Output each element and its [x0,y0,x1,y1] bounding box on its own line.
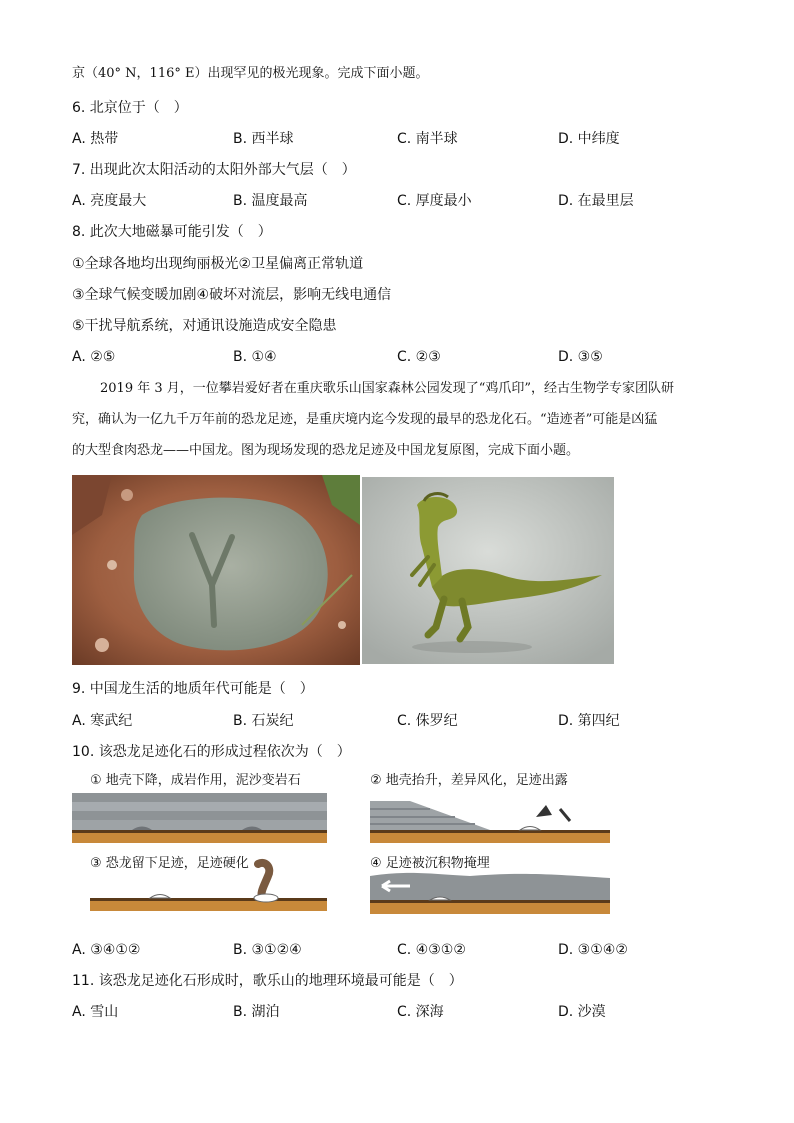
question-11-stem: 11. 该恐龙足迹化石形成时，歌乐山的地理环境最可能是（ ） [72,973,463,989]
q6-option-a[interactable]: A. 热带 [72,131,119,147]
diagram-panel-3 [90,858,327,913]
q7-option-d[interactable]: D. 在最里层 [558,193,634,209]
q8-statement-line: ⑤干扰导航系统，对通讯设施造成安全隐患 [72,318,337,334]
footprint-photo [72,475,360,665]
question-7-stem: 7. 出现此次太阳活动的太阳外部大气层（ ） [72,162,356,178]
q7-option-c[interactable]: C. 厚度最小 [397,193,472,209]
diagram-panel-1 [72,793,327,843]
q8-option-d[interactable]: D. ③⑤ [558,349,603,365]
q6-option-c[interactable]: C. 南半球 [397,131,458,147]
q10-option-d[interactable]: D. ③①④② [558,942,628,958]
q7-option-a[interactable]: A. 亮度最大 [72,193,147,209]
q10-option-a[interactable]: A. ③④①② [72,942,141,958]
q6-option-b[interactable]: B. 西半球 [233,131,294,147]
question-6-options [72,129,732,149]
q9-option-b[interactable]: B. 石炭纪 [233,713,294,729]
question-9-options [72,711,732,731]
question-9-stem: 9. 中国龙生活的地质年代可能是（ ） [72,681,314,697]
q10-option-c[interactable]: C. ④③①② [397,942,466,958]
passage-tail: 京（40° N，116° E）出现罕见的极光现象。完成下面小题。 [72,66,429,81]
q8-option-c[interactable]: C. ②③ [397,349,441,365]
q8-statement-line: ③全球气候变暖加剧④破坏对流层，影响无线电通信 [72,287,392,303]
panel-2-caption: ② 地壳抬升，差异风化，足迹出露 [370,773,568,788]
question-8-options [72,347,732,367]
question-10-options [72,940,732,960]
diagram-panel-2 [370,793,610,843]
q8-option-a[interactable]: A. ②⑤ [72,349,116,365]
q7-option-b[interactable]: B. 温度最高 [233,193,308,209]
q9-option-a[interactable]: A. 寒武纪 [72,713,133,729]
q11-option-c[interactable]: C. 深海 [397,1004,444,1020]
passage-line: 2019 年 3 月，一位攀岩爱好者在重庆歌乐山国家森林公园发现了“鸡爪印”，经古生物学专家团队研 [100,381,675,396]
q8-option-b[interactable]: B. ①④ [233,349,277,365]
panel-4-caption: ④ 足迹被沉积物掩埋 [370,856,490,871]
q10-option-b[interactable]: B. ③①②④ [233,942,302,958]
panel-1-caption: ① 地壳下降，成岩作用，泥沙变岩石 [90,773,301,788]
question-7-options [72,191,732,211]
dinosaur-restoration-image [362,477,614,664]
question-8-stem: 8. 此次大地磁暴可能引发（ ） [72,224,272,240]
q9-option-c[interactable]: C. 侏罗纪 [397,713,458,729]
q8-statement-line: ①全球各地均出现绚丽极光②卫星偏离正常轨道 [72,256,364,272]
passage-line: 的大型食肉恐龙——中国龙。图为现场发现的恐龙足迹及中国龙复原图，完成下面小题。 [72,443,580,458]
q9-option-d[interactable]: D. 第四纪 [558,713,620,729]
q11-option-b[interactable]: B. 湖泊 [233,1004,280,1020]
q6-option-d[interactable]: D. 中纬度 [558,131,620,147]
diagram-panel-4 [370,866,610,914]
q11-option-a[interactable]: A. 雪山 [72,1004,119,1020]
question-11-options [72,1002,732,1022]
passage-line: 究，确认为一亿九千万年前的恐龙足迹，是重庆境内迄今发现的最早的恐龙化石。“造迹者”可能是凶猛 [72,412,658,427]
question-10-stem: 10. 该恐龙足迹化石的形成过程依次为（ ） [72,744,351,760]
q11-option-d[interactable]: D. 沙漠 [558,1004,606,1020]
question-6-stem: 6. 北京位于（ ） [72,100,188,116]
panel-3-caption: ③ 恐龙留下足迹，足迹硬化 [90,856,249,871]
